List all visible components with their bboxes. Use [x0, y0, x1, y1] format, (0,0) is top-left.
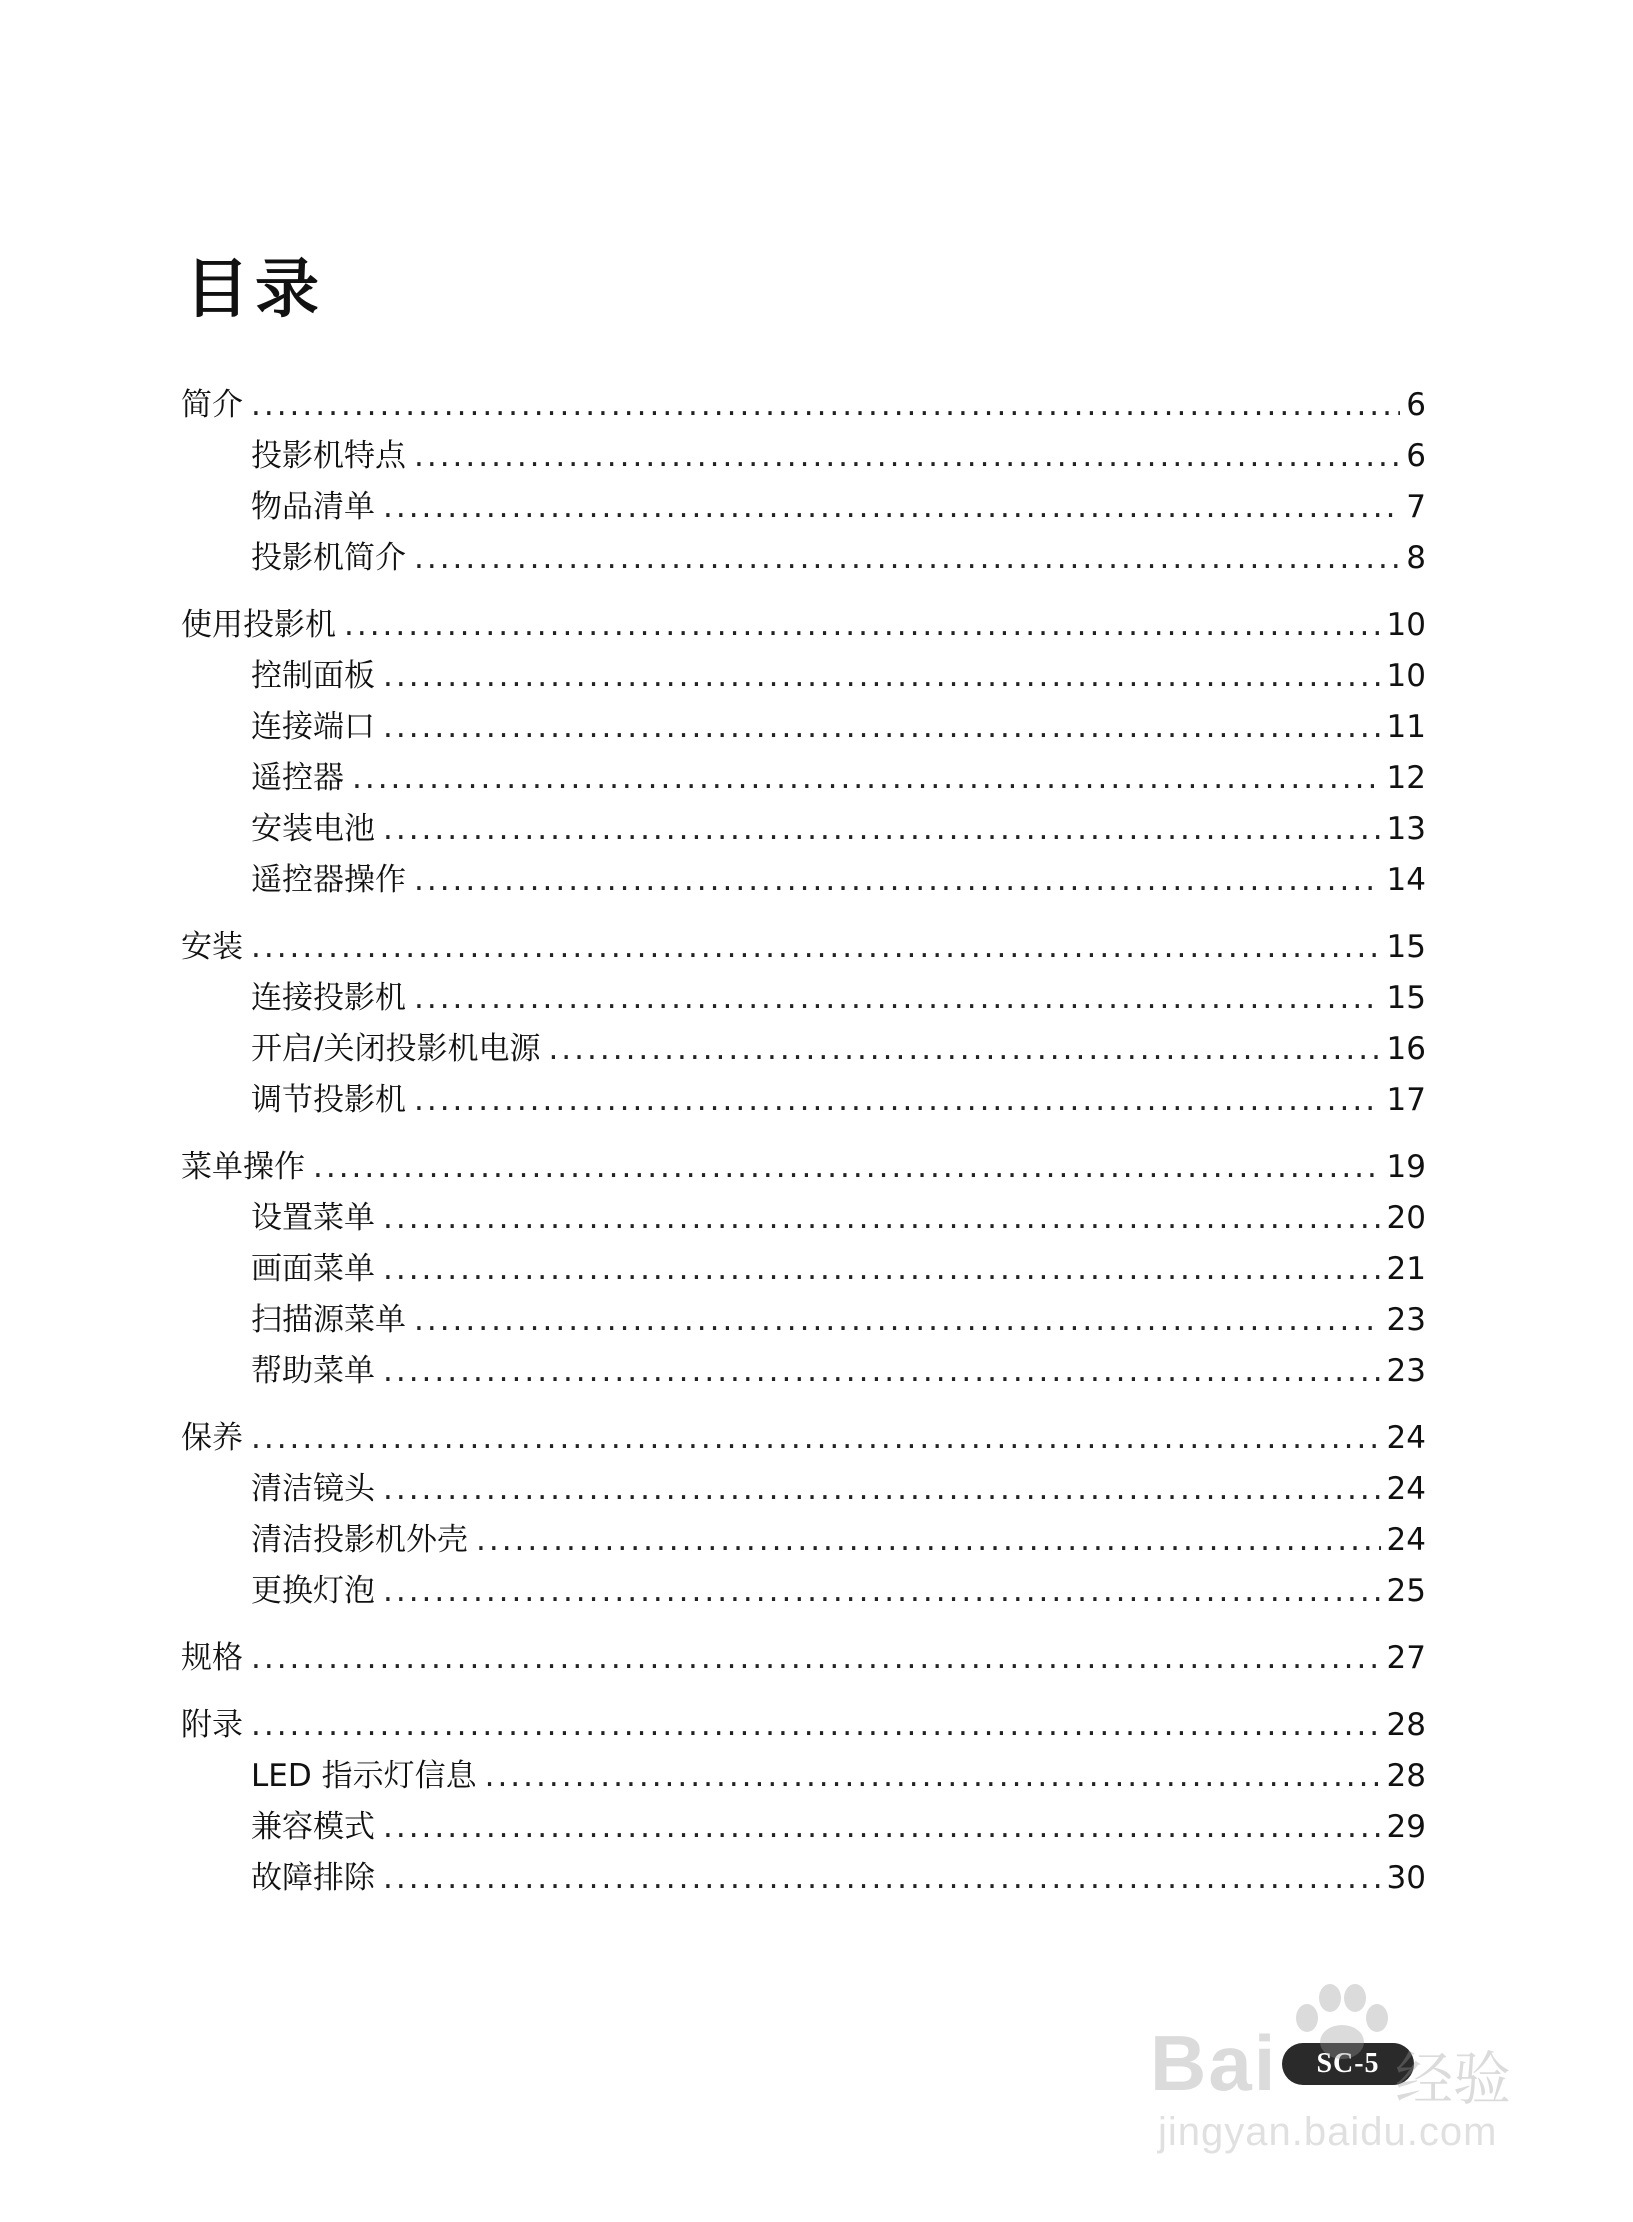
toc-entry-label: 使用投影机 — [181, 607, 336, 643]
dot-leader — [251, 922, 1381, 973]
toc-entry-label: 帮助菜单 — [251, 1353, 375, 1389]
toc-entry-sub[interactable] — [181, 753, 1426, 804]
toc-entry-label: 扫描源菜单 — [251, 1302, 406, 1338]
dot-leader — [383, 482, 1400, 533]
toc-entry-page: 11 — [1386, 709, 1426, 745]
toc-entry-sub[interactable] — [181, 533, 1426, 584]
dot-leader — [383, 1566, 1381, 1617]
dot-leader — [414, 533, 1400, 584]
toc-entry-label: 故障排除 — [251, 1860, 375, 1896]
toc-entry-sub[interactable] — [181, 1075, 1426, 1126]
toc-entry-label: 保养 — [181, 1420, 243, 1456]
toc-entry-label: 附录 — [181, 1707, 243, 1743]
toc-entry-page: 20 — [1386, 1200, 1426, 1236]
toc-entry-label: 兼容模式 — [251, 1809, 375, 1845]
toc-section — [181, 380, 1426, 584]
dot-leader — [548, 1024, 1380, 1075]
toc-entry-sub[interactable] — [181, 1566, 1426, 1617]
dot-leader — [414, 431, 1400, 482]
toc-entry-page: 24 — [1386, 1420, 1426, 1456]
dot-leader — [251, 1700, 1381, 1751]
toc-entry-label: 设置菜单 — [251, 1200, 375, 1236]
toc-entry-page: 15 — [1386, 929, 1426, 965]
toc-entry-sub[interactable] — [181, 1853, 1426, 1904]
toc-entry-label: 清洁投影机外壳 — [251, 1522, 468, 1558]
toc-entry-sub[interactable] — [181, 1295, 1426, 1346]
toc-entry-page: 28 — [1386, 1758, 1426, 1794]
table-of-contents — [181, 380, 1426, 1920]
dot-leader — [383, 1853, 1381, 1904]
toc-entry-sub[interactable] — [181, 651, 1426, 702]
toc-entry-label: 调节投影机 — [251, 1082, 406, 1118]
toc-entry-label: 控制面板 — [251, 658, 375, 694]
toc-entry-page: 8 — [1406, 540, 1426, 576]
page-number-badge: SC-5 — [1282, 2043, 1414, 2085]
toc-entry-sub[interactable] — [181, 855, 1426, 906]
dot-leader — [414, 1295, 1381, 1346]
toc-entry-page: 24 — [1386, 1471, 1426, 1507]
toc-entry-label: 连接投影机 — [251, 980, 406, 1016]
toc-entry-sub[interactable] — [181, 482, 1426, 533]
toc-entry[interactable] — [181, 1142, 1426, 1193]
page-title: 目录 — [185, 253, 325, 327]
toc-entry-page: 10 — [1386, 607, 1426, 643]
toc-entry-page: 15 — [1386, 980, 1426, 1016]
dot-leader — [383, 702, 1381, 753]
dot-leader — [383, 804, 1381, 855]
toc-entry-page: 13 — [1386, 811, 1426, 847]
toc-entry-page: 21 — [1386, 1251, 1426, 1287]
toc-entry-sub[interactable] — [181, 1464, 1426, 1515]
toc-entry-label: 连接端口 — [251, 709, 375, 745]
toc-section — [181, 600, 1426, 906]
toc-entry-sub[interactable] — [181, 1244, 1426, 1295]
toc-entry-page: 29 — [1386, 1809, 1426, 1845]
toc-section — [181, 1633, 1426, 1684]
toc-entry-label: 安装 — [181, 929, 243, 965]
toc-entry-sub[interactable] — [181, 431, 1426, 482]
watermark-url: jingyan.baidu.com — [1158, 2110, 1498, 2154]
toc-entry-sub[interactable] — [181, 973, 1426, 1024]
toc-section — [181, 1413, 1426, 1617]
dot-leader — [251, 1413, 1381, 1464]
toc-entry-sub[interactable] — [181, 804, 1426, 855]
watermark-brand: Bai — [1150, 2019, 1278, 2107]
toc-entry-page: 16 — [1386, 1031, 1426, 1067]
toc-entry[interactable] — [181, 1700, 1426, 1751]
toc-entry-page: 30 — [1386, 1860, 1426, 1896]
watermark-brand-cn: 经验 — [1395, 2045, 1512, 2113]
dot-leader — [313, 1142, 1381, 1193]
toc-entry[interactable] — [181, 1413, 1426, 1464]
toc-entry-page: 24 — [1386, 1522, 1426, 1558]
dot-leader — [383, 1244, 1381, 1295]
dot-leader — [485, 1751, 1381, 1802]
toc-entry-page: 19 — [1386, 1149, 1426, 1185]
toc-entry-label: 清洁镜头 — [251, 1471, 375, 1507]
dot-leader — [344, 600, 1381, 651]
toc-section — [181, 922, 1426, 1126]
toc-entry-page: 14 — [1386, 862, 1426, 898]
toc-entry-page: 23 — [1386, 1353, 1426, 1389]
toc-entry-label: 安装电池 — [251, 811, 375, 847]
toc-entry-page: 6 — [1406, 387, 1426, 423]
toc-entry-page: 6 — [1406, 438, 1426, 474]
toc-entry-page: 25 — [1386, 1573, 1426, 1609]
toc-entry[interactable] — [181, 1633, 1426, 1684]
dot-leader — [352, 753, 1381, 804]
toc-entry[interactable] — [181, 380, 1426, 431]
toc-entry-label: 更换灯泡 — [251, 1573, 375, 1609]
toc-entry[interactable] — [181, 922, 1426, 973]
toc-entry-page: 23 — [1386, 1302, 1426, 1338]
toc-entry-sub[interactable] — [181, 1193, 1426, 1244]
toc-entry-label: 开启/关闭投影机电源 — [251, 1031, 541, 1067]
toc-entry-sub[interactable] — [181, 1024, 1426, 1075]
toc-entry-label: 遥控器操作 — [251, 862, 406, 898]
toc-entry-label: 物品清单 — [251, 489, 375, 525]
toc-entry-page: 7 — [1406, 489, 1426, 525]
toc-entry-label: 遥控器 — [251, 760, 344, 796]
dot-leader — [476, 1515, 1381, 1566]
dot-leader — [383, 1346, 1381, 1397]
toc-entry-sub[interactable] — [181, 1515, 1426, 1566]
toc-entry-sub[interactable] — [181, 1802, 1426, 1853]
toc-entry[interactable] — [181, 600, 1426, 651]
dot-leader — [414, 855, 1381, 906]
toc-entry-label: LED 指示灯信息 — [251, 1758, 477, 1794]
toc-entry-label: 菜单操作 — [181, 1149, 305, 1185]
dot-leader — [251, 1633, 1381, 1684]
dot-leader — [383, 1193, 1381, 1244]
dot-leader — [383, 1802, 1381, 1853]
toc-entry-page: 28 — [1386, 1707, 1426, 1743]
toc-entry-page: 10 — [1386, 658, 1426, 694]
toc-entry-page: 12 — [1386, 760, 1426, 796]
toc-entry-label: 简介 — [181, 387, 243, 423]
dot-leader — [251, 380, 1400, 431]
toc-section — [181, 1142, 1426, 1397]
dot-leader — [414, 1075, 1381, 1126]
toc-entry-sub[interactable] — [181, 1751, 1426, 1802]
toc-entry-label: 投影机特点 — [251, 438, 406, 474]
dot-leader — [383, 1464, 1381, 1515]
toc-entry-sub[interactable] — [181, 1346, 1426, 1397]
dot-leader — [383, 651, 1381, 702]
toc-entry-label: 投影机简介 — [251, 540, 406, 576]
dot-leader — [414, 973, 1381, 1024]
toc-entry-sub[interactable] — [181, 702, 1426, 753]
toc-entry-label: 规格 — [181, 1640, 243, 1676]
toc-entry-page: 27 — [1386, 1640, 1426, 1676]
toc-entry-label: 画面菜单 — [251, 1251, 375, 1287]
toc-entry-page: 17 — [1386, 1082, 1426, 1118]
toc-section — [181, 1700, 1426, 1904]
